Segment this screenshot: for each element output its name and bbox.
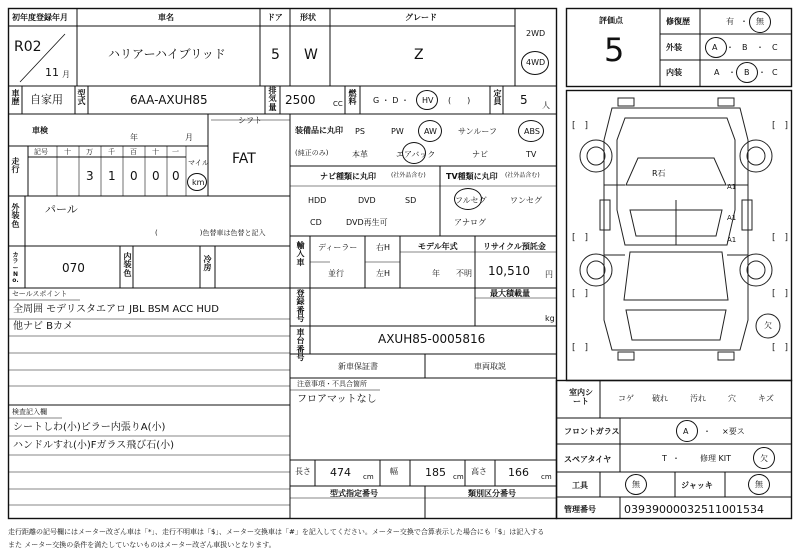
equip-sunroof: サンルーフ	[458, 127, 497, 136]
warranty-manual: 車両取説	[474, 362, 506, 371]
fuel-hv-circle	[416, 90, 438, 110]
repair-no: 無	[756, 17, 764, 26]
spare-kit: 修理 KIT	[700, 454, 732, 463]
displacement-unit: CC	[333, 100, 343, 108]
reg-no-label: 登録番号	[296, 289, 305, 324]
model-year-year: 年	[432, 269, 440, 278]
repair-yes: 有	[726, 17, 734, 26]
mileage-digit-label: 記号	[34, 148, 48, 156]
drive-2wd: 2WD	[526, 29, 546, 38]
interior-a: A	[714, 68, 720, 77]
reg-month-unit: 月	[62, 70, 70, 79]
import-label: 輸入車	[296, 241, 305, 267]
diagram-mark-4: 欠	[764, 321, 772, 330]
equip-abs: ABS	[524, 127, 540, 136]
dim-height-label: 高さ	[471, 467, 487, 476]
recycle-unit: 円	[545, 270, 553, 279]
capacity-unit: 人	[542, 101, 550, 110]
dim-width-value: 185	[425, 466, 446, 479]
svg-text:[ ]: [ ]	[772, 289, 789, 299]
spare-t: T	[662, 454, 667, 463]
svg-text:[ ]: [ ]	[772, 233, 789, 243]
mileage-unit-5: 一	[172, 148, 179, 156]
model-name-value: ハリアーハイブリッド	[108, 47, 226, 61]
type-no-label: 型式指定番号	[330, 489, 378, 498]
sales-line-1: 全周囲 モデリスタエアロ JBL BSM ACC HUD	[13, 304, 219, 315]
svg-text:[ ]: [ ]	[572, 233, 589, 243]
color-note: ( )色替車は色替と記入	[155, 229, 266, 237]
model-name-label: 車名	[158, 13, 174, 22]
exterior-dot-1: ・	[726, 43, 734, 52]
control-label: 管理番号	[564, 505, 596, 514]
door-value: 5	[271, 47, 280, 63]
use-value: 自家用	[30, 93, 63, 106]
windshield-a-circle	[676, 420, 698, 442]
svg-text:[ ]: [ ]	[572, 121, 589, 131]
equip-ps: PS	[355, 127, 365, 136]
dim-width-label: 幅	[390, 467, 398, 476]
spare-label: スペアタイヤ	[564, 455, 612, 464]
fuel-options: G ・ D ・	[373, 96, 409, 105]
score-value: 5	[604, 31, 625, 69]
tv-label: TV種類に丸印	[446, 172, 498, 181]
import-lh: 左H	[376, 269, 391, 278]
navi-sd: SD	[405, 196, 417, 205]
windshield-needs: ×要ス	[722, 427, 745, 436]
grade-value: Z	[414, 47, 424, 63]
equip-aw: AW	[424, 127, 437, 136]
color-label: 外装色	[11, 203, 20, 229]
seat-burn: コゲ	[618, 394, 634, 403]
exterior-b: B	[742, 43, 748, 52]
mileage-unit-2: 千	[108, 148, 115, 156]
seat-tear: 破れ	[652, 394, 668, 403]
mileage-km-circle	[187, 173, 207, 191]
equip-navi: ナビ	[472, 150, 488, 159]
windshield-label: フロントガラス	[564, 427, 620, 436]
shift-value: FAT	[232, 151, 256, 167]
spare-missing-circle	[753, 447, 775, 469]
svg-text:[ ]: [ ]	[772, 343, 789, 353]
mileage-unit-0: 十	[64, 148, 71, 156]
ac-label: 冷房	[203, 255, 212, 273]
mileage-km: km	[192, 178, 205, 187]
import-rh: 右H	[376, 243, 391, 252]
seat-hole: 穴	[728, 394, 736, 403]
inspection-label: 車検	[32, 126, 48, 135]
model-year-label: モデル年式	[418, 242, 458, 251]
interior-dot-2: ・	[758, 68, 766, 77]
color-no-label: カラーNo.	[12, 252, 19, 285]
tv-sub: (社外品含む)	[505, 172, 540, 179]
model-code-value: 6AA-AXUH85	[130, 93, 208, 107]
warranty-new: 新車保証書	[338, 362, 378, 371]
sales-label: セールスポイント	[12, 290, 68, 298]
mileage-digit-4: 0	[172, 169, 180, 183]
tv-fullseg-circle	[454, 188, 482, 210]
equipment-label: 装備品に丸印	[295, 126, 343, 135]
fuel-paren: ( )	[448, 96, 471, 105]
navi-cd: CD	[310, 218, 322, 227]
interior-b: B	[744, 68, 750, 77]
repair-no-circle	[749, 11, 771, 33]
mileage-digit-1: 1	[108, 169, 116, 183]
drive-4wd: 4WD	[526, 58, 546, 67]
sales-line-2: 他ナビ Bカメ	[13, 321, 74, 332]
exterior-c: C	[772, 43, 778, 52]
control-value: 03939000032511001534	[624, 503, 764, 516]
grade-label: グレード	[405, 13, 437, 22]
recycle-value: 10,510	[488, 264, 530, 278]
use-label: 車歴	[11, 89, 20, 107]
door-label: ドア	[267, 13, 283, 22]
displacement-label: 排気量	[268, 86, 277, 112]
tools-label: 工具	[572, 481, 588, 490]
mileage-digit-2: 0	[130, 169, 138, 183]
interior-c: C	[772, 68, 778, 77]
shape-value: W	[304, 47, 318, 63]
tv-analog: アナログ	[454, 218, 486, 227]
equip-leather: 本革	[352, 150, 368, 159]
dim-length-value: 474	[330, 466, 351, 479]
tools-value-circle	[625, 474, 647, 495]
navi-label: ナビ種類に丸印	[320, 172, 376, 181]
tools-value: 無	[632, 480, 640, 489]
tv-fullseg: フルセグ	[455, 196, 487, 205]
inspector-line-1: シートしわ(小)ピラー内張りA(小)	[13, 422, 166, 433]
model-code-label: 型式	[77, 89, 86, 107]
shift-label: シフト	[238, 116, 262, 125]
svg-text:[ ]: [ ]	[772, 121, 789, 131]
chassis-label: 車台番号	[296, 328, 305, 363]
seat-label: 室内シート	[569, 388, 593, 407]
reg-year-label: 初年度登録年月	[12, 13, 68, 22]
exterior-label: 外装	[666, 43, 682, 52]
inspection-year-unit: 年	[130, 133, 138, 142]
equip-aw-circle	[418, 120, 442, 142]
import-parallel: 並行	[328, 269, 344, 278]
spare-missing: 欠	[760, 454, 768, 463]
displacement-value: 2500	[285, 93, 316, 107]
svg-text:[ ]: [ ]	[572, 343, 589, 353]
exterior-dot-2: ・	[756, 43, 764, 52]
seat-scratch: キズ	[758, 394, 774, 403]
shape-label: 形状	[300, 13, 316, 22]
tv-oneseg: ワンセグ	[510, 196, 542, 205]
dim-width-unit: cm	[453, 473, 464, 481]
windshield-cross: ・	[703, 427, 711, 436]
score-label: 評価点	[599, 16, 623, 25]
svg-text:[ ]: [ ]	[572, 289, 589, 299]
interior-dot-1: ・	[728, 68, 736, 77]
dim-height-unit: cm	[541, 473, 552, 481]
notes-value: フロアマットなし	[297, 394, 377, 405]
equip-airbag: エアバック	[396, 150, 436, 159]
inspector-line-2: ハンドルすれ(小)Fガラス飛び石(小)	[13, 440, 175, 451]
color-value: パール	[45, 203, 78, 216]
fuel-selected: HV	[422, 96, 434, 105]
class-no-label: 類別区分番号	[468, 489, 516, 498]
equip-airbag-circle	[402, 142, 426, 164]
seat-dirt: 汚れ	[690, 394, 706, 403]
dim-height-value: 166	[508, 466, 529, 479]
dim-length-unit: cm	[363, 473, 374, 481]
interior-grade-label: 内装	[666, 68, 682, 77]
reg-month-value: 11	[45, 66, 59, 79]
equipment-sub: (純正のみ)	[295, 149, 329, 157]
reg-year-value: R02	[14, 39, 42, 55]
equip-abs-circle	[518, 120, 544, 142]
inspection-month-unit: 月	[185, 133, 193, 142]
mileage-unit-3: 百	[130, 148, 137, 156]
mileage-unit-4: 十	[152, 148, 159, 156]
interior-b-circle	[736, 62, 758, 83]
exterior-a: A	[712, 43, 718, 52]
diagram-mark-2: A1	[727, 214, 737, 222]
recycle-label: リサイクル預託金	[483, 242, 546, 251]
mileage-digit-0: 3	[86, 169, 94, 183]
navi-dvd-play: DVD再生可	[346, 218, 388, 227]
notes-label: 注意事項・不具合箇所	[297, 380, 367, 388]
mileage-label: 走行	[11, 157, 20, 175]
jack-label: ジャッキ	[681, 481, 713, 490]
navi-dvd: DVD	[358, 196, 376, 205]
footer-line-1: 走行距離の記号欄にはメーター改ざん車は「*」、走行不明車は「$」、メーター交換車は「#」を記入してください。メーター交換で合算表示した場合にも「$」は記入する	[8, 528, 545, 536]
mileage-unit-label: マイル	[188, 159, 209, 167]
dim-length-label: 長さ	[295, 467, 311, 476]
windshield-a: A	[683, 427, 689, 436]
interior-color-label: 内装色	[123, 252, 132, 278]
jack-value: 無	[755, 480, 763, 489]
mileage-unit-1: 万	[86, 148, 93, 156]
drive-4wd-circle	[521, 51, 549, 75]
diagram-mark-1: A1	[727, 183, 737, 191]
color-no-value: 070	[62, 261, 85, 275]
equip-pw: PW	[391, 127, 404, 136]
repair-label: 修復歴	[666, 17, 690, 26]
footer-line-2: また メーター交換の条件を満たしていないものはメーター改ざん車扱いとなります。	[8, 541, 276, 549]
diagram-note: R石	[652, 169, 666, 178]
car-diagram	[580, 98, 780, 360]
navi-sub: (社外品含む)	[391, 172, 426, 179]
navi-hdd: HDD	[308, 196, 327, 205]
mileage-digit-3: 0	[152, 169, 160, 183]
spare-dot: ・	[672, 454, 680, 463]
inspector-label: 検査記入欄	[12, 408, 47, 416]
capacity-label: 定員	[493, 89, 502, 107]
chassis-value: AXUH85-0005816	[378, 332, 486, 346]
repair-dot: ・	[740, 17, 748, 26]
exterior-a-circle	[705, 37, 727, 58]
capacity-value: 5	[520, 93, 528, 107]
diagram-mark-3: A1	[727, 236, 737, 244]
weight-unit: kg	[545, 314, 555, 323]
equip-tv: TV	[526, 150, 537, 159]
import-dealer: ディーラー	[318, 243, 358, 252]
model-year-unknown: 不明	[456, 269, 472, 278]
fuel-label: 燃料	[348, 89, 357, 107]
weight-label: 最大積載量	[490, 289, 530, 298]
jack-value-circle	[748, 474, 770, 495]
